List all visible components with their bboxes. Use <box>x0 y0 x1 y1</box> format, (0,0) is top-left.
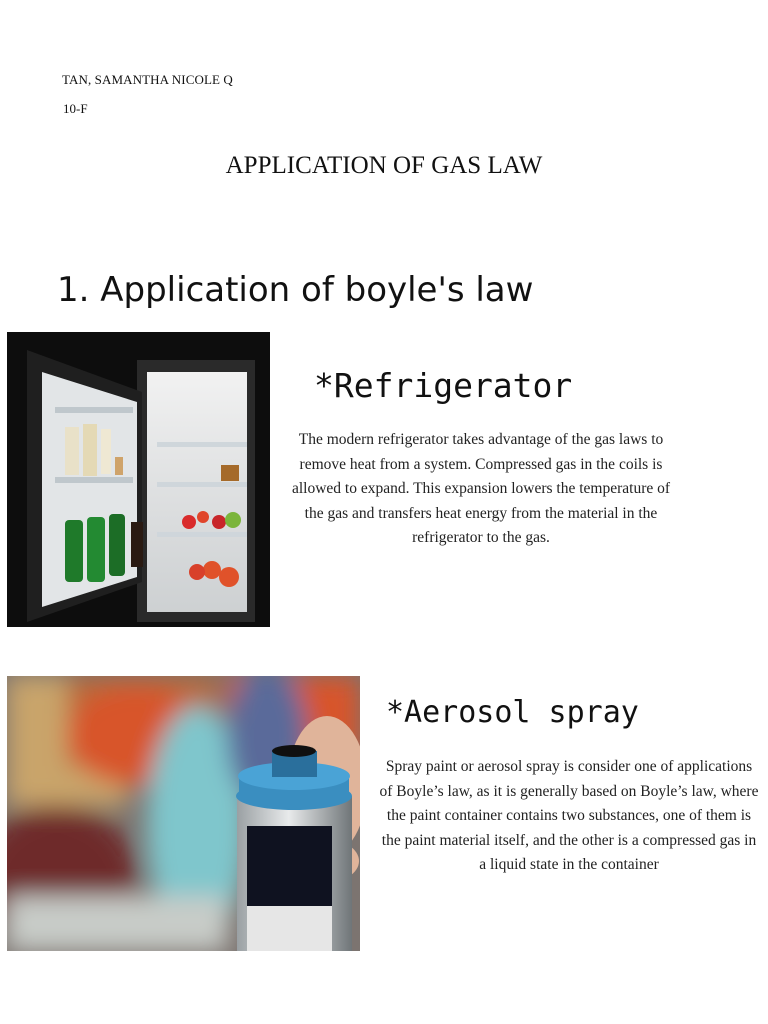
section-label: 10-F <box>63 101 88 116</box>
refrigerator-description: The modern refrigerator takes advantage of the gas laws to remove heat from a system. Compressed gas in the coils is allowed to expand. This expansion lowers the temperature of the gas and transfers heat energy from the material in the refrigerator to the gas. <box>291 431 671 547</box>
section-heading: 1. Application of boyle's law <box>57 270 534 310</box>
author-name: TAN, SAMANTHA NICOLE Q <box>62 72 233 87</box>
aerosol-spray-description: Spray paint or aerosol spray is consider one of applications of Boyle’s law, as it is generally based on Boyle’s law, where the paint container contains two substances, one of them is the paint material itself, and the other is a compressed gas in a liquid state in the container <box>379 758 759 874</box>
document-title: APPLICATION OF GAS LAW <box>225 152 543 179</box>
spray-paint-photo <box>7 676 360 951</box>
refrigerator-photo <box>7 332 270 627</box>
aerosol-spray-title: *Aerosol spray <box>386 695 639 730</box>
refrigerator-title: *Refrigerator <box>314 366 573 405</box>
